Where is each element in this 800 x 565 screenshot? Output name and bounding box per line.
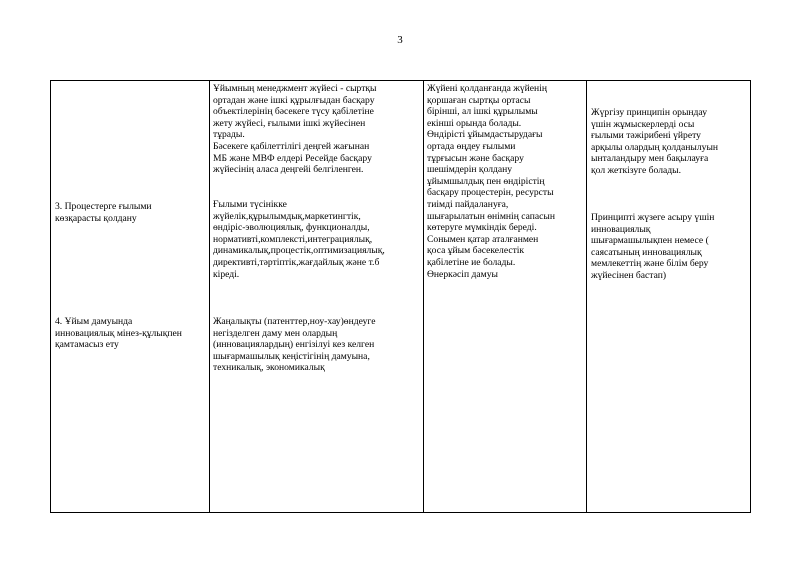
principle-3-description-concepts: Ғылыми түсінікке жүйелік,құрылымдық,маркетингтік, өндіріс-эволюциялық, функционалды, нормативті,комплексті,интеграциялық, динамикалық,процестік,оптимизациялық, директивті,тәртіптік,жағдайлық және т.б кіреді. [213,199,385,280]
principles-table [50,80,751,513]
principle-3-label: 3. Процестерге ғылыми көзқарасты қолдану [55,201,152,224]
column-divider-3 [586,81,587,512]
page-number: 3 [397,34,403,46]
principle-3-description-main: Ұйымның менеджмент жүйесі - сыртқы ортадан және ішкі құрылғыдан басқару объектілерінің бәсекеге түсу қабілетіне жету жүйесі, ғылыми ішкі жүйесінен тұрады. Бәсекеге қабілеттілігі деңгей жағынан МБ және МВФ елдері Ресейде басқару жүйесінің аласа деңгейі белгіленген. [213,83,377,176]
principle-3-implementation-2: Принципті жүзеге асыру үшін инновациялық шығармашылықпен немесе ( саясатының инновациялық мемлекеттің және білім беру жүйесінен бастап) [591,212,715,281]
column-divider-2 [423,81,424,512]
principle-3-implementation-1: Жүргізу принципін орындау үшін жұмыскерлерді осы ғылыми тәжірибені үйрету арқылы олардың қолданылуын ынталандыру мен бақылауға қол жеткізуге болады. [591,107,719,176]
principle-4-description: Жаңалықты (патенттер,ноу-хау)өндеуге негізделген даму мен олардың (инновациялардың) енгізілуі кез келген шығармашылық кеңістігінің дамуына, техникалық, экономикалық [213,316,376,374]
column-divider-1 [209,81,210,512]
principle-3-application: Жүйені қолданғанда жүйенің қоршаған сыртқы ортасы бірінші, ал ішкі құрылымы екінші орында болады. Өндірісті ұйымдастырудағы ортада өңдеу ғылыми тұрғысын және басқару шешімдерін қолдану ұйымшылдық пен өндірістің басқару процестерін, ресурсты тиімді пайдалануға, шығарылатын өнімнің сапасын көтеруге мүмкіндік береді. Сонымен қатар аталғанмен қоса ұйым бәсекелестік қабілетіне ие болады. Өнеркәсіп дамуы [427,83,555,280]
principle-4-label: 4. Ұйым дамуында инновациялық мінез-құлықпен қамтамасыз ету [55,316,182,351]
